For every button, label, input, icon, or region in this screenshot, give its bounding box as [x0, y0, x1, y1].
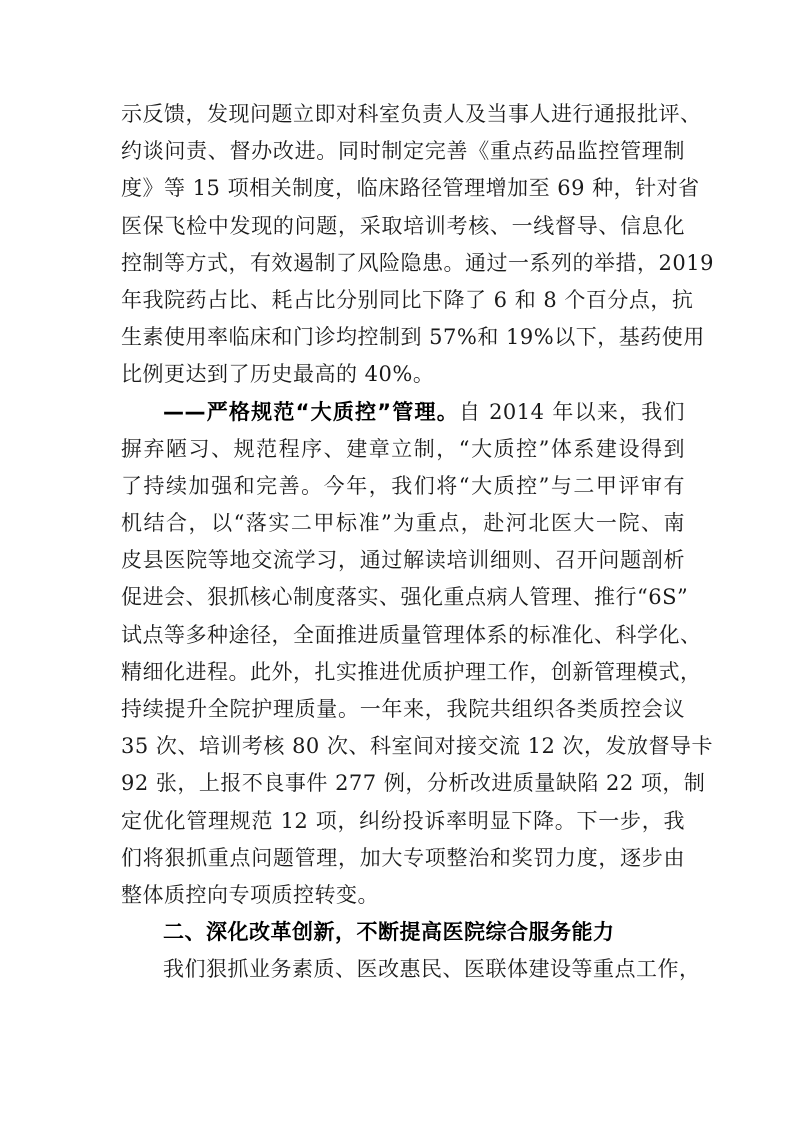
section-heading: 二、深化改革创新，不断提高医院综合服务能力	[163, 920, 615, 945]
text-line: 们将狠抓重点问题管理，加大专项整治和奖罚力度，逐步由	[121, 845, 685, 870]
text-line: 精细化进程。此外，扎实推进优质护理工作，创新管理模式，	[121, 659, 702, 684]
text-line: 示反馈，发现问题立即对科室负责人及当事人进行通报批评、	[121, 102, 702, 126]
text-line: 医保飞检中发现的问题，采取培训考核、一线督导、信息化	[121, 213, 685, 238]
paragraph-lead-line	[121, 394, 685, 431]
text-line: 定优化管理规范 12 项，纠纷投诉率明显下降。下一步，我	[121, 808, 685, 833]
text-line: 持续提升全院护理质量。一年来，我院共组织各类质控会议	[121, 697, 685, 721]
text-line: 皮县医院等地交流学习，通过解读培训细则、召开问题剖析	[121, 548, 685, 573]
document-page	[121, 96, 714, 989]
paragraph-2	[121, 394, 714, 915]
text-line: 整体质控向专项质控转变。	[121, 882, 379, 907]
text-line: 约谈问责、督办改进。同时制定完善《重点药品监控管理制	[121, 139, 685, 164]
subheading-strict-quality-control: ——严格规范“大质控”管理。	[163, 399, 459, 424]
lead-text: 自 2014 年以来，我们	[458, 399, 685, 424]
paragraph-3	[121, 951, 701, 988]
text-line: 生素使用率临床和门诊均控制到 57%和 19%以下，基药使用	[121, 325, 705, 350]
paragraph-1	[121, 96, 714, 394]
text-line: 试点等多种途径，全面推进质量管理体系的标准化、科学化、	[121, 622, 702, 647]
text-line: 了持续加强和完善。今年，我们将“大质控”与二甲评审有	[121, 473, 685, 498]
text-line: 摒弃陋习、规范程序、建章立制，“大质控”体系建设得到	[121, 436, 685, 461]
text-line: 92 张，上报不良事件 277 例，分析改进质量缺陷 22 项，制	[121, 771, 706, 796]
text-line: 我们狠抓业务素质、医改惠民、医联体建设等重点工作，	[163, 957, 701, 982]
text-line: 促进会、狠抓核心制度落实、强化重点病人管理、推行“6S”	[121, 585, 689, 610]
text-line: 机结合，以“落实二甲标准”为重点，赴河北医大一院、南	[121, 511, 685, 536]
text-line: 年我院药占比、耗占比分别同比下降了 6 和 8 个百分点，抗	[121, 287, 694, 312]
text-line: 度》等 15 项相关制度，临床路径管理增加至 69 种，针对省	[121, 176, 700, 201]
text-line: 控制等方式，有效遏制了风险隐患。通过一系列的举措，2019	[121, 250, 714, 275]
text-line: 比例更达到了历史最高的 40%。	[121, 362, 435, 387]
text-line: 35 次、培训考核 80 次、科室间对接交流 12 次，发放督导卡	[121, 734, 714, 759]
